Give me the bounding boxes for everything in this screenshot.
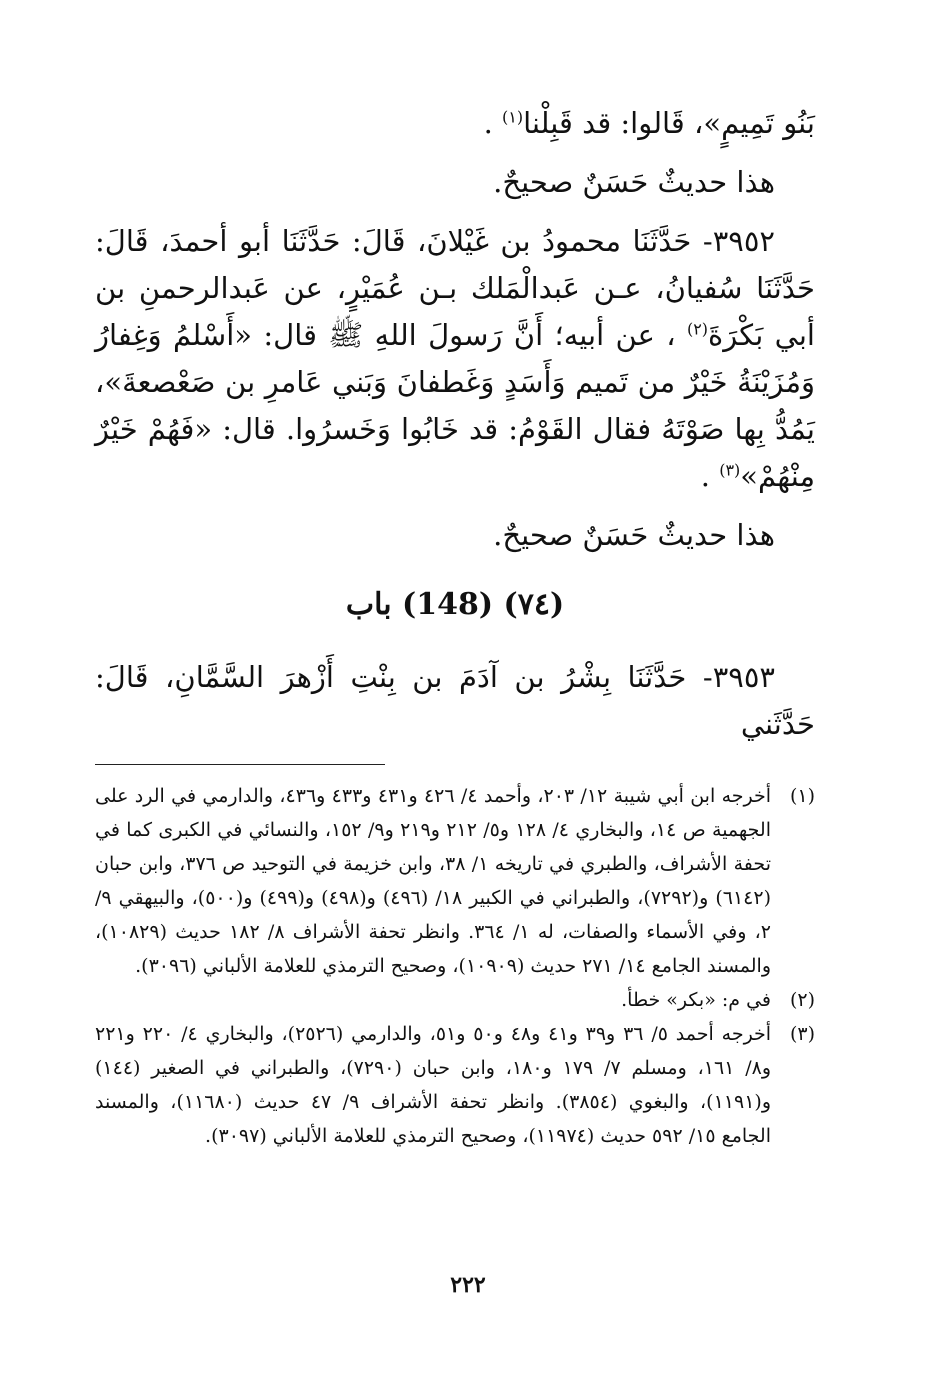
footnote-divider: [95, 764, 385, 765]
footnote-ref-1: (١): [502, 107, 524, 127]
footnote-number: (١): [789, 785, 815, 807]
hadith-3952-part-b: ، عن أبيه؛ أَنَّ رَسولَ اللهِ ﷺ قال: «أَسْلمُ وَغِفارُ وَمُزَيْنَةُ خَيْرٌ من تَميم وَأَسَدٍ وَغَطفانَ وَبَني عَامرِ بن صَعْصعةَ»، يَمُدُّ بِها صَوْتَهُ فقال القَوْمُ: قد خَابُوا وَخَسرُوا. قال: «فَهُمْ خَيْرٌ مِنْهُمْ»: [95, 318, 815, 493]
hadith-3952-end: .: [700, 459, 720, 493]
footnote-number: (٢): [789, 989, 815, 1011]
footnote-ref-2: (٢): [686, 319, 709, 339]
footnote-3: [95, 1017, 815, 1153]
page-number: ٢٢٢: [450, 1272, 486, 1298]
hadith-3952-part-a: ٣٩٥٢- حَدَّثَنَا محمودُ بن غَيْلانَ، قَالَ: حَدَّثَنَا أبو أحمدَ، قَالَ: حَدَّثَنَا سُفيانُ، عـن عَبدالْمَلك بـن عُمَيْرٍ، عن عَبدالرحمنِ بن أبي بَكْرَةَ: [95, 224, 815, 352]
footnote-2: [95, 983, 815, 1017]
footnote-number: (٣): [789, 1023, 815, 1045]
footnote-text: في م: «بكر» خطأ.: [621, 989, 771, 1011]
verdict-1: هذا حديثٌ حَسَنٌ صحيحٌ.: [493, 165, 775, 199]
footnote-divider-wrap: [95, 748, 815, 779]
chapter-heading: (٧٤) (148) باب: [345, 587, 565, 622]
footnote-ref-3: (٣): [719, 460, 741, 480]
hadith-3953: ٣٩٥٣- حَدَّثَنَا بِشْرُ بن آدَمَ بن بِنْتِ أَزْهرَ السَّمَّانِ، قَالَ: حَدَّثَني: [95, 660, 815, 741]
page-body: [95, 100, 815, 1153]
hadith-3952: [95, 218, 815, 500]
main-text: [95, 100, 815, 748]
verdict-2: هذا حديثٌ حَسَنٌ صحيحٌ.: [493, 518, 775, 552]
footnote-1: [95, 779, 815, 983]
paragraph-continuation: [95, 100, 815, 147]
footnote-text: أخرجه ابن أبي شيبة ١٢/ ٢٠٣، وأحمد ٤/ ٤٢٦ و٤٣١ و٤٣٣ و٤٣٦، والدارمي في الرد على الجهمية ص ١٤، والبخاري ٤/ ١٢٨ و٥/ ٢١٢ و٢١٩ و٩/ ١٥٢، والنسائي في الكبرى كما في تحفة الأشراف، والطبري في تاريخه ١/ ٣٨، وابن خزيمة في التوحيد ص ٣٧٦، وابن حبان (٦١٤٢) و(٧٢٩٢)، والطبراني في الكبير ١٨/ (٤٩٦) و(٤٩٨) و(٤٩٩) و(٥٠٠)، والبيهقي ٩/ ٢، وفي الأسماء والصفات، له ١/ ٣٦٤. وانظر تحفة الأشراف ٨/ ١٨٢ حديث (١٠٨٢٩)، والمسند الجامع ١٤/ ٢٧١ حديث (١٠٩٠٩)، وصحيح الترمذي للعلامة الألباني (٣٠٩٦).: [95, 785, 772, 977]
continuation-end: .: [483, 106, 502, 140]
footnote-text: أخرجه أحمد ٥/ ٣٦ و٣٩ و٤١ و٤٨ و٥٠ و٥١، والدارمي (٢٥٢٦)، والبخاري ٤/ ٢٢٠ و٢٢١ و٨/ ١٦١، ومسلم ٧/ ١٧٩ و١٨٠، وابن حبان (٧٢٩٠)، والطبراني في الصغير (١٤٤) و(١١٩١)، والبغوي (٣٨٥٤). وانظر تحفة الأشراف ٩/ ٤٧ حديث (١١٦٨٠)، والمسند الجامع ١٥/ ٥٩٢ حديث (١١٩٧٤)، وصحيح الترمذي للعلامة الألباني (٣٠٩٧).: [95, 1023, 772, 1147]
footnotes: [95, 779, 815, 1153]
continuation-text: بَنُو تَمِيمٍ»، قَالوا: قد قَبِلْنا: [523, 106, 815, 140]
